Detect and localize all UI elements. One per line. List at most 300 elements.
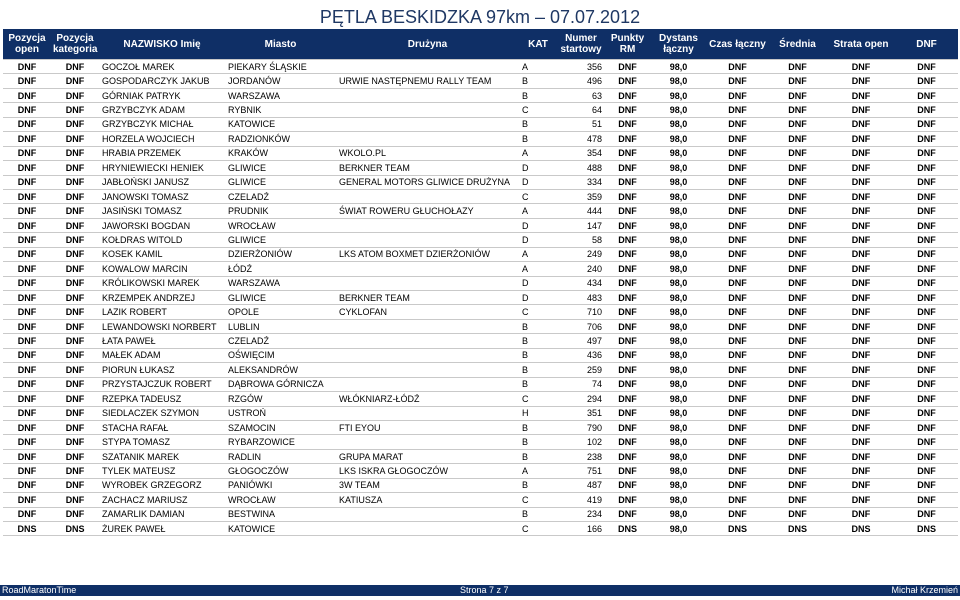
table-cell: DNF: [51, 363, 99, 377]
table-cell: B: [519, 449, 557, 463]
table-cell: JANOWSKI TOMASZ: [99, 189, 225, 203]
table-cell: GLIWICE: [225, 233, 336, 247]
table-cell: PRUDNIK: [225, 204, 336, 218]
table-cell: WŁÓKNIARZ-ŁÓDŹ: [336, 392, 519, 406]
column-header: Punkty RM: [605, 29, 650, 60]
table-row: [3, 146, 958, 160]
table-cell: 64: [557, 103, 605, 117]
table-cell: 436: [557, 348, 605, 362]
table-cell: DNF: [768, 88, 827, 102]
column-header: Miasto: [225, 29, 336, 60]
table-cell: DNF: [827, 262, 895, 276]
table-cell: DNS: [827, 522, 895, 536]
table-cell: DNF: [605, 305, 650, 319]
table-cell: DNF: [605, 406, 650, 420]
table-cell: DNF: [895, 189, 958, 203]
table-cell: [336, 233, 519, 247]
table-cell: DNF: [827, 334, 895, 348]
table-cell: DNF: [895, 435, 958, 449]
table-cell: 98,0: [650, 377, 707, 391]
table-cell: DNF: [605, 435, 650, 449]
table-cell: DNF: [605, 175, 650, 189]
results-table: [3, 29, 958, 536]
table-cell: 483: [557, 291, 605, 305]
table-cell: DNF: [895, 218, 958, 232]
table-cell: HRABIA PRZEMEK: [99, 146, 225, 160]
table-cell: B: [519, 74, 557, 88]
table-cell: STACHA RAFAŁ: [99, 420, 225, 434]
table-row: [3, 522, 958, 536]
table-cell: 334: [557, 175, 605, 189]
table-cell: RYBARZOWICE: [225, 435, 336, 449]
table-cell: DNF: [827, 88, 895, 102]
table-cell: ALEKSANDRÓW: [225, 363, 336, 377]
table-cell: DNF: [895, 60, 958, 74]
table-cell: DNF: [895, 420, 958, 434]
table-cell: DNS: [51, 522, 99, 536]
table-cell: 487: [557, 478, 605, 492]
table-cell: DNF: [827, 132, 895, 146]
table-cell: DNF: [605, 60, 650, 74]
table-row: [3, 305, 958, 319]
table-cell: PIORUN ŁUKASZ: [99, 363, 225, 377]
table-cell: DNF: [768, 319, 827, 333]
table-cell: 98,0: [650, 60, 707, 74]
table-cell: ZACHACZ MARIUSZ: [99, 493, 225, 507]
table-cell: 238: [557, 449, 605, 463]
table-cell: DNF: [895, 74, 958, 88]
table-cell: DNF: [895, 276, 958, 290]
table-cell: 356: [557, 60, 605, 74]
table-cell: DNF: [768, 478, 827, 492]
table-cell: 98,0: [650, 247, 707, 261]
table-cell: DNF: [895, 377, 958, 391]
table-cell: [336, 319, 519, 333]
table-cell: HRYNIEWIECKI HENIEK: [99, 161, 225, 175]
table-cell: DNF: [707, 103, 768, 117]
table-cell: DNF: [3, 233, 51, 247]
column-header: Strata open: [827, 29, 895, 60]
table-cell: 98,0: [650, 103, 707, 117]
table-cell: DNF: [605, 161, 650, 175]
table-cell: 98,0: [650, 291, 707, 305]
table-cell: KOŁDRAS WITOLD: [99, 233, 225, 247]
table-cell: [336, 363, 519, 377]
table-cell: KRAKÓW: [225, 146, 336, 160]
table-cell: 98,0: [650, 319, 707, 333]
table-cell: B: [519, 117, 557, 131]
table-cell: CYKLOFAN: [336, 305, 519, 319]
table-cell: WKOLO.PL: [336, 146, 519, 160]
table-cell: DNF: [605, 291, 650, 305]
table-cell: DNF: [895, 305, 958, 319]
table-cell: 98,0: [650, 161, 707, 175]
table-cell: DNF: [707, 435, 768, 449]
table-cell: DNF: [827, 189, 895, 203]
table-cell: A: [519, 262, 557, 276]
table-cell: GRZYBCZYK ADAM: [99, 103, 225, 117]
table-cell: DNF: [827, 348, 895, 362]
table-cell: DNF: [895, 291, 958, 305]
table-cell: DNF: [827, 233, 895, 247]
table-cell: DNF: [605, 132, 650, 146]
table-cell: DNF: [51, 262, 99, 276]
table-cell: A: [519, 60, 557, 74]
table-cell: DNF: [605, 319, 650, 333]
table-cell: B: [519, 132, 557, 146]
table-cell: DNF: [895, 103, 958, 117]
table-cell: C: [519, 189, 557, 203]
table-row: [3, 493, 958, 507]
table-cell: GLIWICE: [225, 161, 336, 175]
table-row: [3, 435, 958, 449]
table-cell: B: [519, 420, 557, 434]
table-cell: 98,0: [650, 189, 707, 203]
table-cell: 710: [557, 305, 605, 319]
table-cell: D: [519, 233, 557, 247]
table-cell: SIEDLACZEK SZYMON: [99, 406, 225, 420]
table-cell: CZELADŹ: [225, 189, 336, 203]
table-cell: DNF: [3, 435, 51, 449]
table-cell: JABŁOŃSKI JANUSZ: [99, 175, 225, 189]
table-cell: [336, 406, 519, 420]
table-cell: D: [519, 175, 557, 189]
table-cell: WARSZAWA: [225, 88, 336, 102]
table-cell: B: [519, 363, 557, 377]
table-cell: 98,0: [650, 132, 707, 146]
table-cell: [336, 117, 519, 131]
table-cell: DNF: [707, 175, 768, 189]
table-cell: BERKNER TEAM: [336, 161, 519, 175]
table-row: [3, 117, 958, 131]
table-cell: DNF: [3, 204, 51, 218]
table-cell: DNF: [3, 406, 51, 420]
table-row: [3, 420, 958, 434]
table-cell: C: [519, 522, 557, 536]
table-cell: RYBNIK: [225, 103, 336, 117]
table-cell: DNF: [605, 262, 650, 276]
table-cell: DNF: [895, 493, 958, 507]
page-title: PĘTLA BESKIDZKA 97km – 07.07.2012: [319, 7, 641, 27]
table-row: [3, 161, 958, 175]
table-cell: DNF: [3, 464, 51, 478]
table-cell: DNF: [51, 319, 99, 333]
table-cell: DNF: [707, 392, 768, 406]
column-header: DNF: [895, 29, 958, 60]
table-cell: DNF: [768, 247, 827, 261]
table-cell: DNF: [707, 478, 768, 492]
table-cell: DNF: [768, 420, 827, 434]
table-row: [3, 363, 958, 377]
table-cell: DNF: [605, 233, 650, 247]
table-cell: DNF: [3, 262, 51, 276]
table-cell: 98,0: [650, 493, 707, 507]
table-cell: DNF: [768, 435, 827, 449]
table-cell: DNF: [827, 478, 895, 492]
table-cell: DNF: [3, 363, 51, 377]
table-cell: URWIE NASTĘPNEMU RALLY TEAM: [336, 74, 519, 88]
table-cell: DNF: [605, 334, 650, 348]
table-row: [3, 247, 958, 261]
table-row: [3, 449, 958, 463]
table-cell: DNF: [895, 464, 958, 478]
table-cell: DNF: [605, 247, 650, 261]
table-cell: DĄBROWA GÓRNICZA: [225, 377, 336, 391]
table-cell: DNF: [768, 392, 827, 406]
table-cell: DNF: [3, 218, 51, 232]
table-cell: DNF: [707, 189, 768, 203]
table-cell: 74: [557, 377, 605, 391]
table-cell: RZGÓW: [225, 392, 336, 406]
table-cell: 98,0: [650, 522, 707, 536]
column-header: KAT: [519, 29, 557, 60]
table-cell: DZIERŻONIÓW: [225, 247, 336, 261]
table-cell: [336, 507, 519, 521]
table-cell: ŚWIAT ROWERU GŁUCHOŁAZY: [336, 204, 519, 218]
table-cell: DNF: [827, 392, 895, 406]
table-cell: DNF: [768, 117, 827, 131]
table-cell: B: [519, 377, 557, 391]
table-cell: DNF: [768, 464, 827, 478]
table-cell: DNF: [895, 406, 958, 420]
table-row: [3, 218, 958, 232]
table-cell: DNF: [3, 247, 51, 261]
table-cell: WROCŁAW: [225, 218, 336, 232]
table-cell: 434: [557, 276, 605, 290]
table-cell: DNF: [707, 247, 768, 261]
table-cell: 351: [557, 406, 605, 420]
table-cell: [336, 60, 519, 74]
table-cell: DNF: [605, 449, 650, 463]
table-cell: ŻUREK PAWEŁ: [99, 522, 225, 536]
table-cell: [336, 218, 519, 232]
table-cell: DNF: [827, 117, 895, 131]
table-cell: DNF: [51, 74, 99, 88]
table-cell: BERKNER TEAM: [336, 291, 519, 305]
table-cell: DNF: [768, 189, 827, 203]
table-cell: GRZYBCZYK MICHAŁ: [99, 117, 225, 131]
footer-page-number: Strona 7 z 7: [460, 585, 509, 595]
page-footer: [0, 585, 960, 596]
table-cell: 98,0: [650, 449, 707, 463]
table-cell: DNF: [827, 449, 895, 463]
table-cell: DNF: [827, 291, 895, 305]
column-header: NAZWISKO Imię: [99, 29, 225, 60]
table-cell: DNF: [707, 348, 768, 362]
table-cell: DNF: [827, 507, 895, 521]
table-cell: DNF: [707, 88, 768, 102]
table-cell: DNF: [827, 406, 895, 420]
table-cell: DNF: [3, 478, 51, 492]
table-cell: DNF: [768, 132, 827, 146]
table-cell: FTI EYOU: [336, 420, 519, 434]
table-cell: DNF: [827, 377, 895, 391]
table-cell: DNF: [3, 189, 51, 203]
table-cell: DNF: [3, 132, 51, 146]
table-cell: DNF: [895, 146, 958, 160]
table-cell: DNF: [3, 291, 51, 305]
table-cell: DNF: [605, 146, 650, 160]
table-cell: KATOWICE: [225, 522, 336, 536]
table-cell: DNF: [3, 449, 51, 463]
table-cell: DNF: [827, 103, 895, 117]
table-cell: DNF: [51, 204, 99, 218]
table-cell: STYPA TOMASZ: [99, 435, 225, 449]
table-cell: GRUPA MARAT: [336, 449, 519, 463]
table-cell: DNF: [707, 507, 768, 521]
table-cell: 98,0: [650, 175, 707, 189]
table-cell: DNF: [707, 334, 768, 348]
table-cell: 58: [557, 233, 605, 247]
table-cell: DNF: [605, 464, 650, 478]
table-cell: DNF: [605, 478, 650, 492]
table-cell: 98,0: [650, 348, 707, 362]
table-cell: DNF: [827, 218, 895, 232]
table-cell: DNF: [707, 218, 768, 232]
table-cell: LAZIK ROBERT: [99, 305, 225, 319]
table-cell: A: [519, 247, 557, 261]
table-cell: ZAMARLIK DAMIAN: [99, 507, 225, 521]
table-cell: A: [519, 146, 557, 160]
table-cell: DNS: [605, 522, 650, 536]
table-cell: KRÓLIKOWSKI MAREK: [99, 276, 225, 290]
table-cell: DNF: [895, 132, 958, 146]
table-cell: DNF: [827, 363, 895, 377]
table-row: [3, 478, 958, 492]
table-cell: GOCZOŁ MAREK: [99, 60, 225, 74]
table-cell: DNF: [51, 392, 99, 406]
column-header: Pozycja kategoria: [51, 29, 99, 60]
table-cell: DNF: [768, 262, 827, 276]
table-row: [3, 175, 958, 189]
table-cell: DNF: [768, 233, 827, 247]
table-cell: DNF: [3, 377, 51, 391]
table-cell: DNF: [768, 363, 827, 377]
table-cell: JORDANÓW: [225, 74, 336, 88]
table-cell: C: [519, 103, 557, 117]
table-cell: 488: [557, 161, 605, 175]
table-cell: RADLIN: [225, 449, 336, 463]
table-cell: DNF: [768, 103, 827, 117]
table-cell: B: [519, 334, 557, 348]
table-cell: DNF: [707, 464, 768, 478]
table-cell: DNF: [51, 406, 99, 420]
table-row: [3, 507, 958, 521]
table-cell: 294: [557, 392, 605, 406]
table-cell: DNF: [895, 319, 958, 333]
table-cell: DNF: [768, 449, 827, 463]
table-row: [3, 103, 958, 117]
table-cell: DNS: [3, 522, 51, 536]
table-cell: DNF: [827, 247, 895, 261]
table-cell: [336, 132, 519, 146]
table-cell: DNF: [827, 60, 895, 74]
table-cell: DNF: [895, 247, 958, 261]
table-cell: DNF: [51, 464, 99, 478]
table-cell: C: [519, 493, 557, 507]
table-cell: DNF: [895, 334, 958, 348]
table-cell: DNF: [3, 175, 51, 189]
table-cell: DNF: [707, 60, 768, 74]
table-cell: B: [519, 435, 557, 449]
table-cell: DNF: [707, 305, 768, 319]
table-cell: DNF: [51, 247, 99, 261]
table-cell: DNF: [605, 507, 650, 521]
table-cell: DNF: [51, 60, 99, 74]
table-cell: DNF: [895, 478, 958, 492]
table-cell: DNF: [3, 146, 51, 160]
table-cell: 147: [557, 218, 605, 232]
table-cell: DNF: [51, 103, 99, 117]
table-cell: DNF: [768, 204, 827, 218]
table-cell: 98,0: [650, 305, 707, 319]
table-cell: DNF: [51, 449, 99, 463]
table-cell: DNF: [3, 392, 51, 406]
table-cell: KOSEK KAMIL: [99, 247, 225, 261]
table-cell: B: [519, 507, 557, 521]
table-cell: D: [519, 291, 557, 305]
table-cell: DNF: [707, 406, 768, 420]
table-cell: 419: [557, 493, 605, 507]
table-cell: GLIWICE: [225, 175, 336, 189]
table-cell: D: [519, 218, 557, 232]
table-cell: DNF: [605, 204, 650, 218]
table-cell: DNF: [51, 435, 99, 449]
table-row: [3, 348, 958, 362]
table-cell: DNF: [51, 348, 99, 362]
table-cell: WYROBEK GRZEGORZ: [99, 478, 225, 492]
table-cell: DNF: [827, 74, 895, 88]
table-cell: DNF: [827, 305, 895, 319]
footer-left: RoadMaratonTime: [2, 585, 77, 595]
column-header: Czas łączny: [707, 29, 768, 60]
table-cell: D: [519, 161, 557, 175]
table-row: [3, 276, 958, 290]
table-cell: DNF: [51, 88, 99, 102]
footer-right: Michał Krzemień: [891, 585, 958, 595]
table-cell: DNF: [895, 363, 958, 377]
table-cell: DNF: [3, 334, 51, 348]
table-cell: DNF: [707, 74, 768, 88]
table-cell: DNF: [707, 363, 768, 377]
table-cell: DNF: [895, 204, 958, 218]
table-cell: DNF: [605, 363, 650, 377]
table-row: [3, 334, 958, 348]
table-cell: DNF: [3, 117, 51, 131]
table-cell: 98,0: [650, 204, 707, 218]
table-cell: JAWORSKI BOGDAN: [99, 218, 225, 232]
table-cell: DNF: [605, 420, 650, 434]
table-cell: 98,0: [650, 406, 707, 420]
table-cell: DNF: [827, 435, 895, 449]
table-cell: DNF: [895, 262, 958, 276]
column-header: Dystans łączny: [650, 29, 707, 60]
table-cell: DNF: [707, 204, 768, 218]
table-cell: 706: [557, 319, 605, 333]
table-cell: 98,0: [650, 334, 707, 348]
table-cell: DNF: [768, 334, 827, 348]
table-cell: DNF: [707, 493, 768, 507]
table-row: [3, 262, 958, 276]
table-cell: PIEKARY ŚLĄSKIE: [225, 60, 336, 74]
table-cell: USTROŃ: [225, 406, 336, 420]
table-cell: 444: [557, 204, 605, 218]
table-row: [3, 406, 958, 420]
column-header: Drużyna: [336, 29, 519, 60]
table-cell: DNF: [605, 392, 650, 406]
table-cell: DNF: [895, 175, 958, 189]
table-cell: 98,0: [650, 88, 707, 102]
